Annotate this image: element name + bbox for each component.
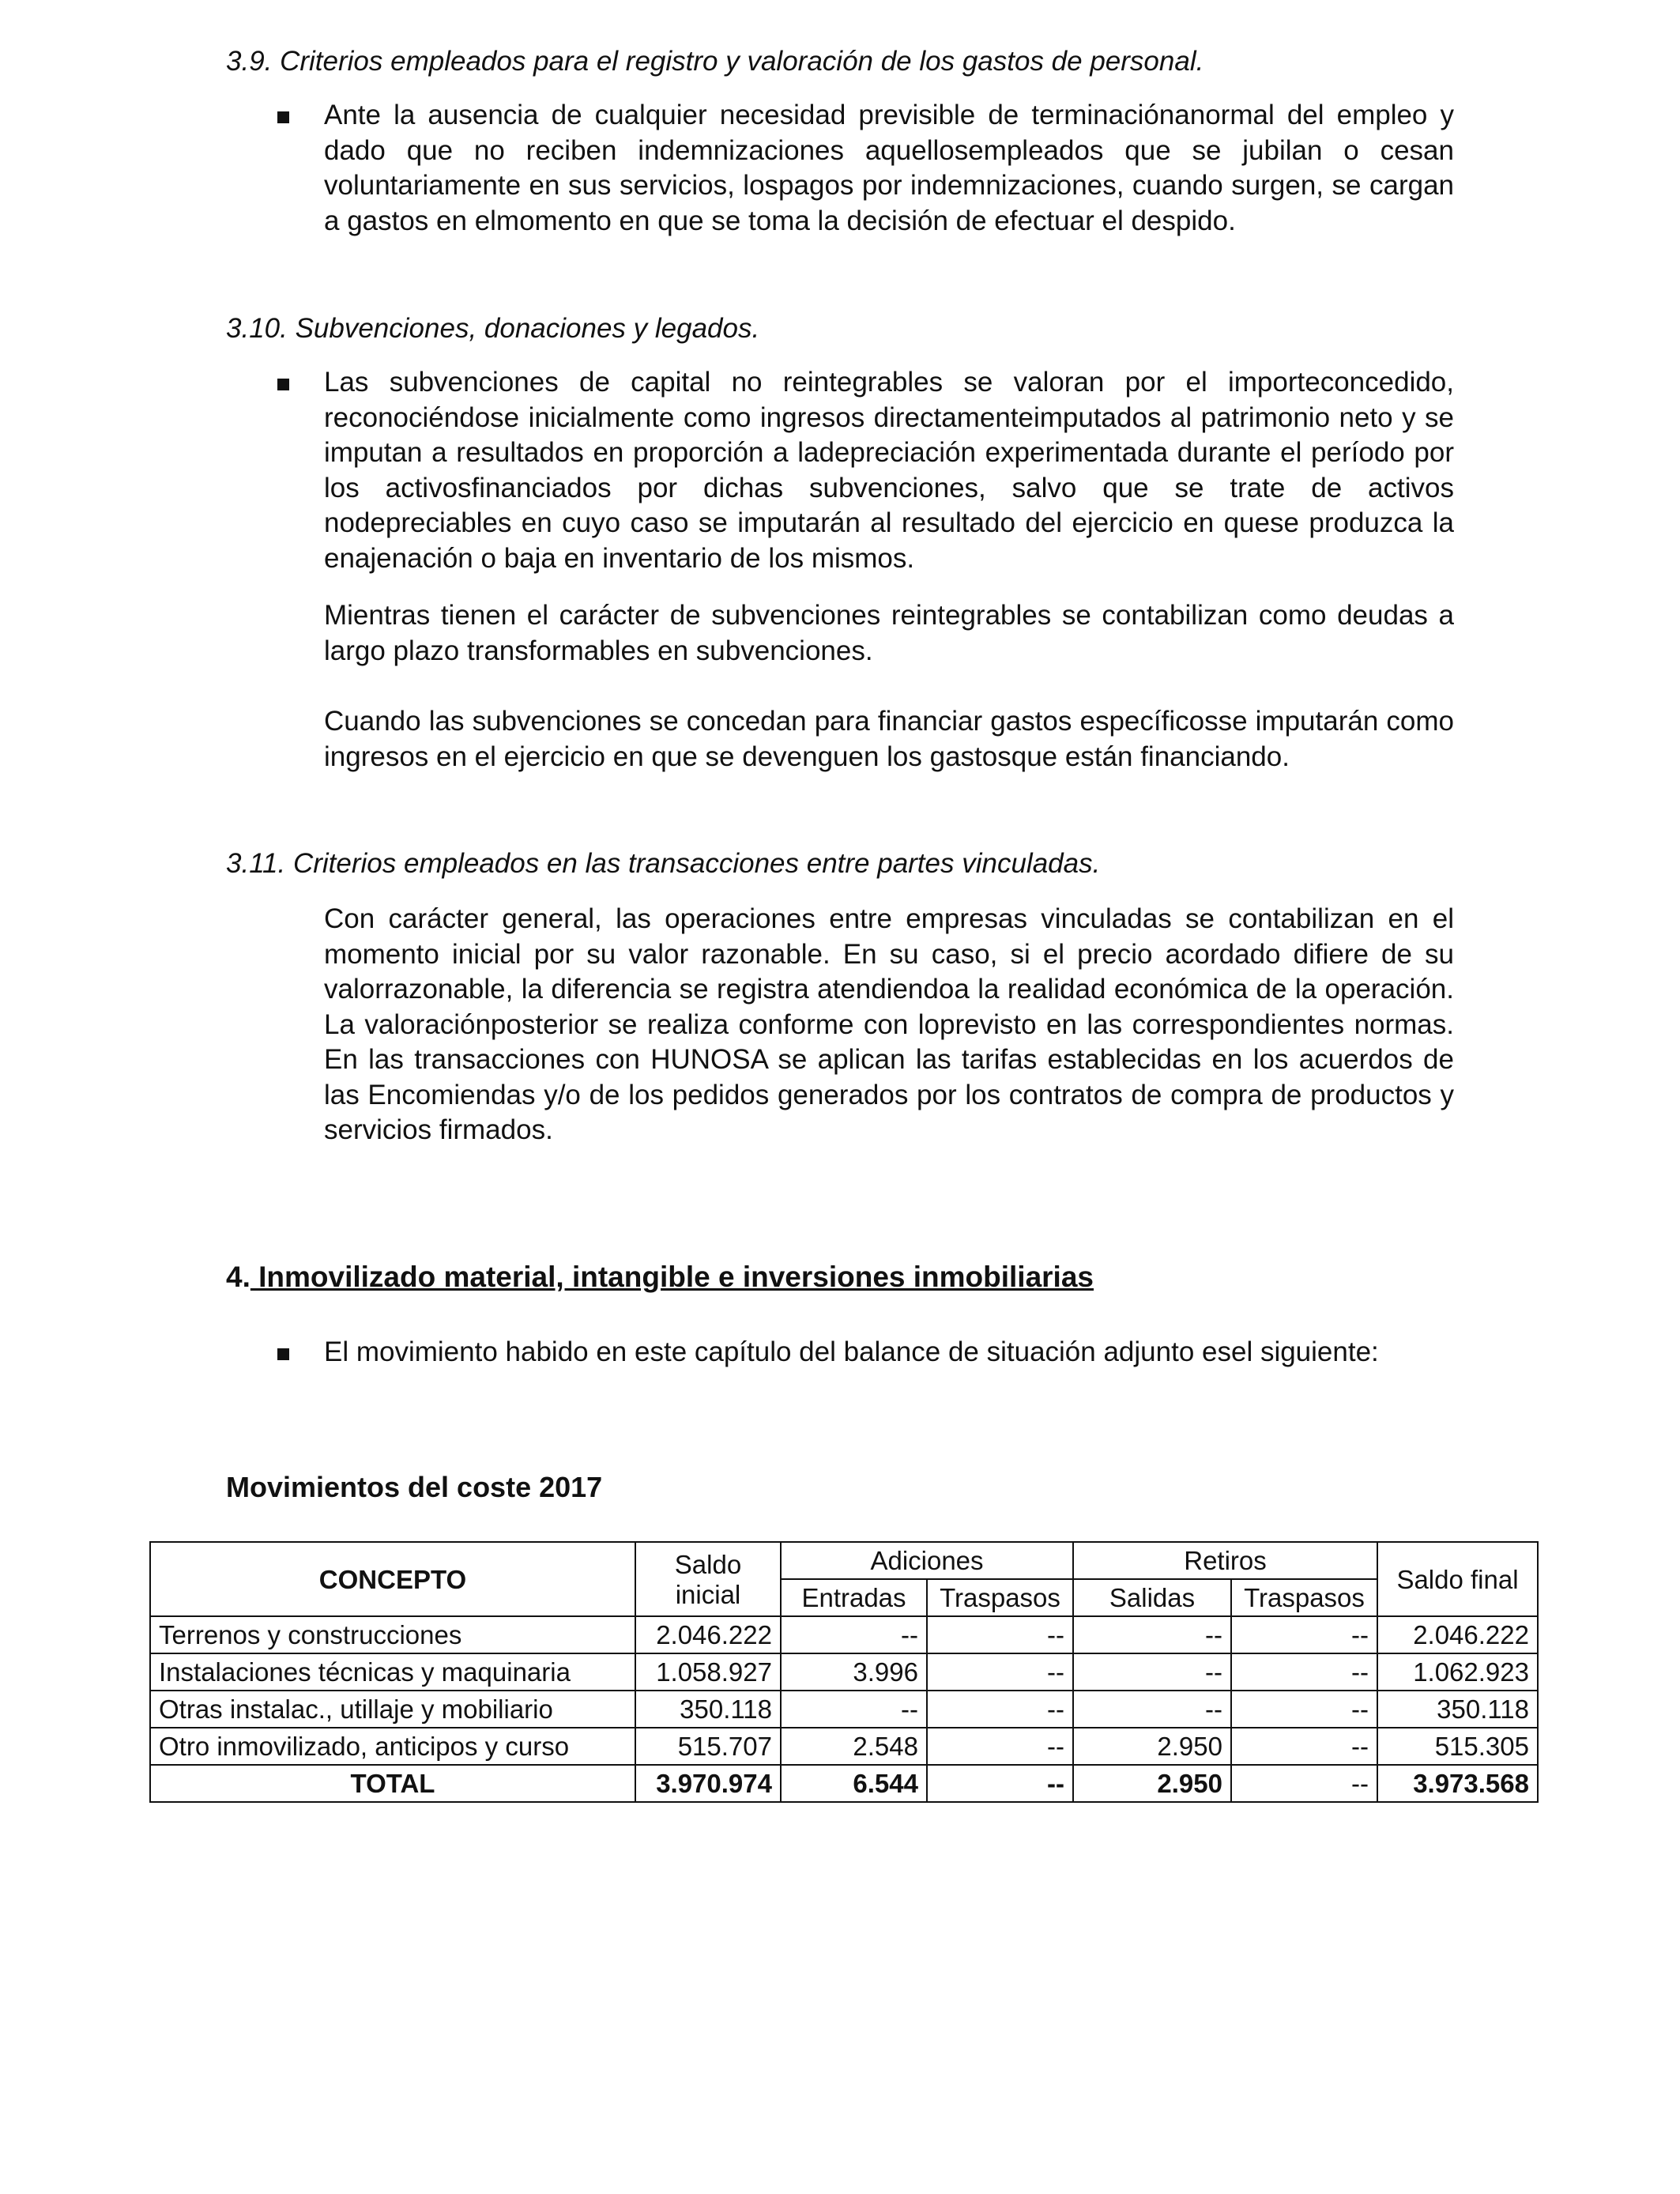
header-saldo-inicial: Saldo inicial (635, 1542, 781, 1616)
cell-salidas: -- (1073, 1653, 1231, 1691)
table-row (150, 1728, 1538, 1765)
section-3-10-paragraph-1: Mientras tienen el carácter de subvenciones reintegrables se contabilizan como deudas a largo plazo transformables en subvenciones. (324, 600, 1454, 666)
section-4-title-text: Inmovilizado material, intangible e inversiones inmobiliarias (250, 1261, 1094, 1293)
cell-traspasos-adiciones: -- (927, 1691, 1073, 1728)
header-traspasos-adiciones: Traspasos (927, 1579, 1073, 1616)
cell-traspasos-adiciones: -- (927, 1653, 1073, 1691)
cell-traspasos-retiros: -- (1231, 1653, 1377, 1691)
cell-traspasos-retiros: -- (1231, 1728, 1377, 1765)
cell-total-traspasos-adiciones: -- (927, 1765, 1073, 1802)
table-title: Movimientos del coste 2017 (226, 1471, 603, 1503)
header-adiciones: Adiciones (781, 1542, 1073, 1579)
cell-saldo-final: 1.062.923 (1377, 1653, 1538, 1691)
cell-total-saldo-final: 3.973.568 (1377, 1765, 1538, 1802)
cell-saldo-final: 350.118 (1377, 1691, 1538, 1728)
header-concepto: CONCEPTO (150, 1542, 635, 1616)
bullet-square-icon (277, 111, 289, 123)
cell-entradas: -- (781, 1616, 927, 1653)
cell-concepto: Otro inmovilizado, anticipos y curso (150, 1728, 635, 1765)
cell-entradas: 2.548 (781, 1728, 927, 1765)
cell-saldo-final: 2.046.222 (1377, 1616, 1538, 1653)
cost-movements-table (149, 1541, 1539, 1803)
section-4-bullet-text: El movimiento habido en este capítulo del balance de situación adjunto esel siguiente: (324, 1336, 1379, 1367)
section-3-10-heading: 3.10. Subvenciones, donaciones y legados. (226, 313, 760, 344)
section-3-10-bullet-text: Las subvenciones de capital no reintegrables se valoran por el importeconcedido, reconociéndose inicialmente como ingresos directamenteimputados al patrimonio neto y se imputan a resultados en proporción a ladepreciación experimentada durante el período por los activosfinanciados por dichas subvenciones, salvo que se trate de activos nodepreciables en cuyo caso se imputarán al resultado del ejercicio en quese produzca la enajenación o baja en inventario de los mismos. (324, 367, 1454, 574)
cell-traspasos-retiros: -- (1231, 1691, 1377, 1728)
section-3-10-paragraph-2: Cuando las subvenciones se concedan para financiar gastos específicosse imputarán como ingresos en el ejercicio en que se devenguen los gastosque están financiando. (324, 706, 1454, 772)
header-saldo-final: Saldo final (1377, 1542, 1538, 1616)
header-entradas: Entradas (781, 1579, 927, 1616)
table-row (150, 1653, 1538, 1691)
cell-total-saldo-inicial: 3.970.974 (635, 1765, 781, 1802)
header-retiros: Retiros (1073, 1542, 1377, 1579)
cell-entradas: 3.996 (781, 1653, 927, 1691)
cell-total-entradas: 6.544 (781, 1765, 927, 1802)
cell-traspasos-retiros: -- (1231, 1616, 1377, 1653)
cell-entradas: -- (781, 1691, 927, 1728)
bullet-square-icon (277, 379, 289, 390)
cell-total-salidas: 2.950 (1073, 1765, 1231, 1802)
bullet-square-icon (277, 1348, 289, 1360)
section-3-9-bullet-text: Ante la ausencia de cualquier necesidad previsible de terminaciónanormal del empleo y dado que no reciben indemnizaciones aquellosempleados que se jubilan o cesan voluntariamente en sus servicios, lospagos por indemnizaciones, cuando surgen, se cargan a gastos en elmomento en que se toma la decisión de efectuar el despido. (324, 100, 1454, 236)
section-3-9-heading: 3.9. Criterios empleados para el registro y valoración de los gastos de personal. (226, 46, 1204, 77)
cell-saldo-inicial: 350.118 (635, 1691, 781, 1728)
header-salidas: Salidas (1073, 1579, 1231, 1616)
cell-total-traspasos-retiros: -- (1231, 1765, 1377, 1802)
cell-saldo-inicial: 1.058.927 (635, 1653, 781, 1691)
cell-saldo-inicial: 2.046.222 (635, 1616, 781, 1653)
cell-saldo-final: 515.305 (1377, 1728, 1538, 1765)
cell-salidas: -- (1073, 1691, 1231, 1728)
section-3-11-paragraph: Con carácter general, las operaciones entre empresas vinculadas se contabilizan en el momento inicial por su valor razonable. En su caso, si el precio acordado difiere de su valorrazonable, la diferencia se registra atendiendoa la realidad económica de la operación. La valoraciónposterior se realiza conforme con loprevisto en las correspondientes normas. En las transacciones con HUNOSA se aplican las tarifas establecidas en los acuerdos de las Encomiendas y/o de los pedidos generados por los contratos de compra de productos y servicios firmados. (324, 903, 1454, 1145)
table-total-row (150, 1765, 1538, 1802)
table-row (150, 1691, 1538, 1728)
section-3-11-heading: 3.11. Criterios empleados en las transacciones entre partes vinculadas. (226, 848, 1101, 879)
cell-concepto: Otras instalac., utillaje y mobiliario (150, 1691, 635, 1728)
cell-saldo-inicial: 515.707 (635, 1728, 781, 1765)
cell-concepto: Instalaciones técnicas y maquinaria (150, 1653, 635, 1691)
cell-salidas: -- (1073, 1616, 1231, 1653)
cell-total-label: TOTAL (150, 1765, 635, 1802)
table-header-row (150, 1542, 1538, 1579)
section-4-number: 4. (226, 1261, 250, 1293)
cell-concepto: Terrenos y construcciones (150, 1616, 635, 1653)
header-traspasos-retiros: Traspasos (1231, 1579, 1377, 1616)
table-row (150, 1616, 1538, 1653)
cell-traspasos-adiciones: -- (927, 1616, 1073, 1653)
cell-salidas: 2.950 (1073, 1728, 1231, 1765)
section-4-title (226, 1260, 1094, 1295)
cell-traspasos-adiciones: -- (927, 1728, 1073, 1765)
